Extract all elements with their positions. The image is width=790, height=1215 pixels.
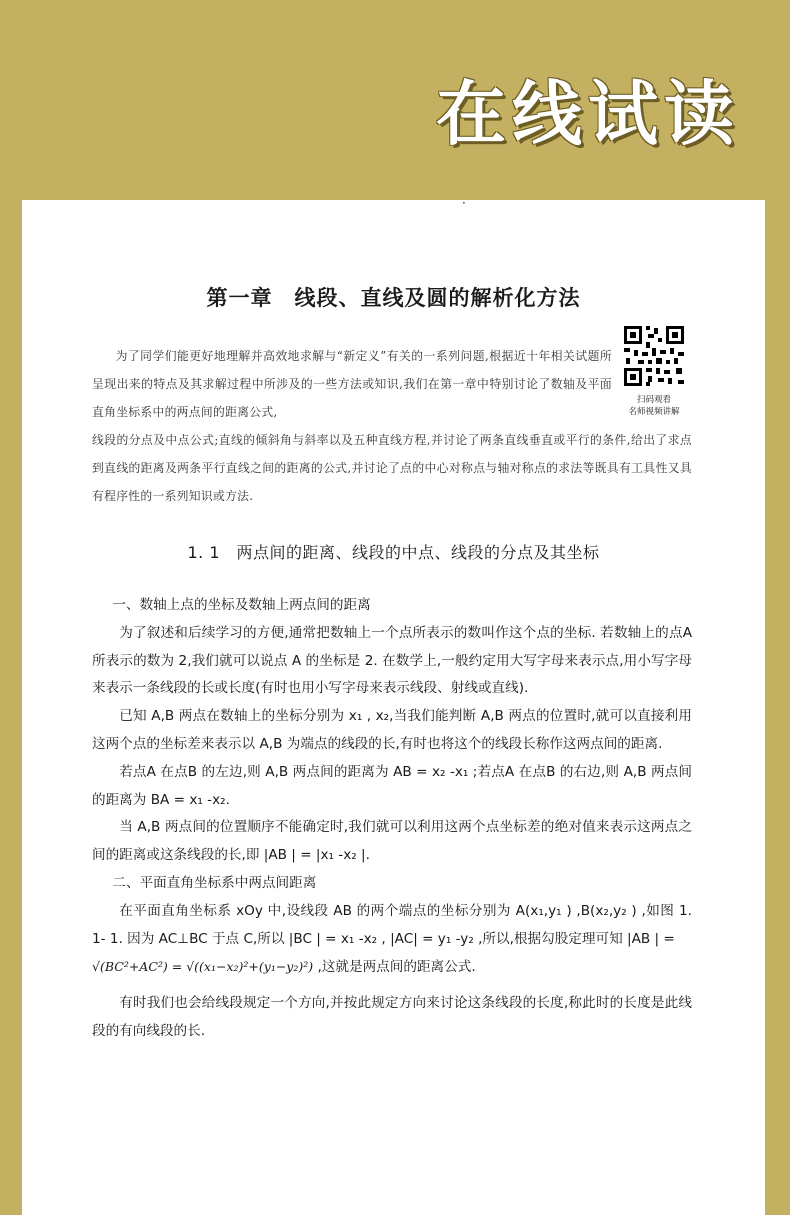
qr-caption (612, 394, 696, 418)
qr-caption-line2: 名师视频讲解 (628, 407, 680, 417)
book-page (22, 196, 765, 1215)
paragraph-3: 若点A 在点B 的左边,则 A,B 两点间的距离为 AB = x₂ -x₁ ;若点A 在点B 的右边,则 A,B 两点间的距离为 BA = x₁ -x₂. (92, 763, 692, 808)
paragraph-5: 在平面直角坐标系 xOy 中,设线段 AB 的两个端点的坐标分别为 A(x₁,y₁ ) ,B(x₂,y₂ ) ,如图 1. 1- 1. 因为 AC⊥BC 于点 C,所以 |BC | = x₁ -x₂ , |AC| = y₁ -y₂ ,所以,根据勾股定理可知 |AB | = (92, 902, 692, 947)
chapter-title: 第一章 线段、直线及圆的解析化方法 (206, 285, 581, 310)
paragraph-1: 为了叙述和后续学习的方便,通常把数轴上一个点所表示的数叫作这个点的坐标. 若数轴上的点A 所表示的数为 2,我们就可以说点 A 的坐标是 2. 在数学上,一般约定用大写字母来表示点,用小写字母来表示一条线段的长或长度(有时也用小写字母来表示线段、射线或直线). (92, 624, 692, 697)
section-body (92, 592, 692, 1046)
qr-caption-line1: 扫码观看 (636, 395, 671, 405)
banner-title: 在线试读 (436, 73, 740, 155)
subsection-heading-1: 一、数轴上点的坐标及数轴上两点间的距离 (112, 597, 371, 613)
paragraph-6: 有时我们也会给线段规定一个方向,并按此规定方向来讨论这条线段的长度,称此时的长度是此线段的有向线段的长. (92, 995, 692, 1039)
intro-paragraph: 为了同学们能更好地理解并高效地求解与“新定义”有关的一系列问题,根据近十年相关试题所呈现出来的特点及其求解过程中所涉及的一些方法或知识,我们在第一章中特别讨论了数轴及平面直角坐标系中的两点间的距离公式, (92, 349, 612, 419)
paragraph-2: 已知 A,B 两点在数轴上的坐标分别为 x₁ , x₂,当我们能判断 A,B 两点的位置时,就可以直接利用这两个点的坐标差来表示以 A,B 为端点的线段的长,有时也将这个的线段长称作这两点间的距离. (92, 708, 692, 752)
subsection-heading-2: 二、平面直角坐标系中两点间距离 (112, 874, 317, 891)
intro-paragraph-continued: 线段的分点及中点公式;直线的倾斜角与斜率以及五种直线方程,并讨论了两条直线垂直或平行的条件,给出了求点到直线的距离及两条平行直线之间的距离的公式,并讨论了点的中心对称点与轴对称点的求法等既具有工具性又具有程序性的一系列知识或方法. (92, 433, 692, 503)
distance-formula: √(BC²+AC²) = √((x₁−x₂)²+(y₁−y₂)²) (92, 959, 314, 975)
page-mark: · (462, 196, 466, 210)
formula-line (92, 953, 692, 982)
formula-tail: ,这就是两点间的距离公式. (313, 959, 476, 976)
paragraph-4: 当 A,B 两点间的位置顺序不能确定时,我们就可以利用这两个点坐标差的绝对值来表示这两点之间的距离或这条线段的长,即 |AB | = |x₁ -x₂ |. (92, 819, 692, 864)
section-title: 1. 1 两点间的距离、线段的中点、线段的分点及其坐标 (187, 543, 600, 562)
qr-code-icon[interactable] (622, 324, 686, 388)
